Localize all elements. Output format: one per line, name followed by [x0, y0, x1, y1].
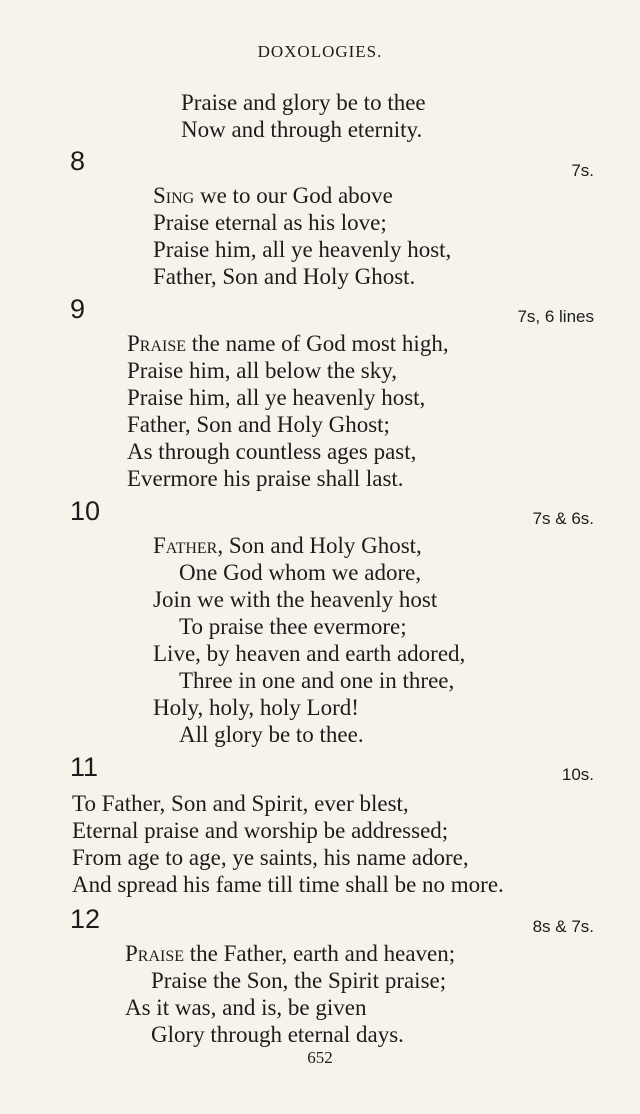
- verse-line: Live, by heaven and earth adored,: [153, 641, 466, 666]
- verse-line: Evermore his praise shall last.: [127, 466, 404, 491]
- verse-initial-word: Praise: [125, 941, 185, 966]
- verse-line: And spread his fame till time shall be no more.: [72, 872, 504, 897]
- meter-label: 8s & 7s.: [532, 917, 594, 936]
- verse-line: Glory through eternal days.: [151, 1022, 404, 1047]
- meter-label: 7s.: [571, 161, 594, 180]
- verse-line: Praise eternal as his love;: [153, 210, 387, 235]
- verse-line: To praise thee evermore;: [179, 614, 407, 639]
- verse-line: Now and through eternity.: [181, 117, 423, 142]
- hymn-number: 8: [70, 146, 86, 176]
- verse-line: Holy, holy, holy Lord!: [153, 695, 359, 720]
- verse-line: From age to age, ye saints, his name adore,: [72, 845, 469, 870]
- verse-initial-word: Father,: [153, 533, 224, 558]
- verse-line: [127, 332, 449, 355]
- verse-line-rest: the name of God most high,: [186, 331, 449, 356]
- meter-label: 10s.: [561, 765, 594, 784]
- verse-line: Father, Son and Holy Ghost;: [127, 412, 390, 437]
- page-number: 652: [307, 1048, 333, 1067]
- hymn-number: 10: [70, 496, 101, 526]
- verse-line-rest: the Father, earth and heaven;: [184, 941, 456, 966]
- verse-line: Praise him, all below the sky,: [127, 358, 397, 383]
- verse-line: Praise him, all ye heavenly host,: [127, 385, 426, 410]
- verse-line: [153, 184, 393, 207]
- verse-line: One God whom we adore,: [179, 560, 422, 585]
- verse-initial-word: Praise: [127, 331, 187, 356]
- verse-line: Father, Son and Holy Ghost.: [153, 264, 416, 289]
- verse-line: To Father, Son and Spirit, ever blest,: [72, 791, 409, 816]
- verse-line: [125, 942, 455, 965]
- verse-line: All glory be to thee.: [179, 722, 364, 747]
- hymn-number: 11: [70, 752, 99, 782]
- verse-line: Praise the Son, the Spirit praise;: [151, 968, 447, 993]
- verse-line: Praise and glory be to thee: [181, 90, 426, 115]
- verse-line: Praise him, all ye heavenly host,: [153, 237, 452, 262]
- verse-line-rest: we to our God above: [194, 183, 393, 208]
- verse-line-rest: Son and Holy Ghost,: [223, 533, 422, 558]
- verse-line: Eternal praise and worship be addressed;: [72, 818, 449, 843]
- verse-line: Three in one and one in three,: [179, 668, 455, 693]
- verse-line: Join we with the heavenly host: [153, 587, 438, 612]
- verse-line: As through countless ages past,: [127, 439, 417, 464]
- page-header: DOXOLOGIES.: [257, 42, 383, 61]
- hymn-number: 12: [70, 904, 101, 934]
- verse-line: As it was, and is, be given: [125, 995, 367, 1020]
- meter-label: 7s & 6s.: [532, 509, 594, 528]
- meter-label: 7s, 6 lines: [517, 307, 594, 326]
- verse-line: [153, 534, 422, 557]
- verse-initial-word: Sing: [153, 183, 195, 208]
- hymn-number: 9: [70, 294, 86, 324]
